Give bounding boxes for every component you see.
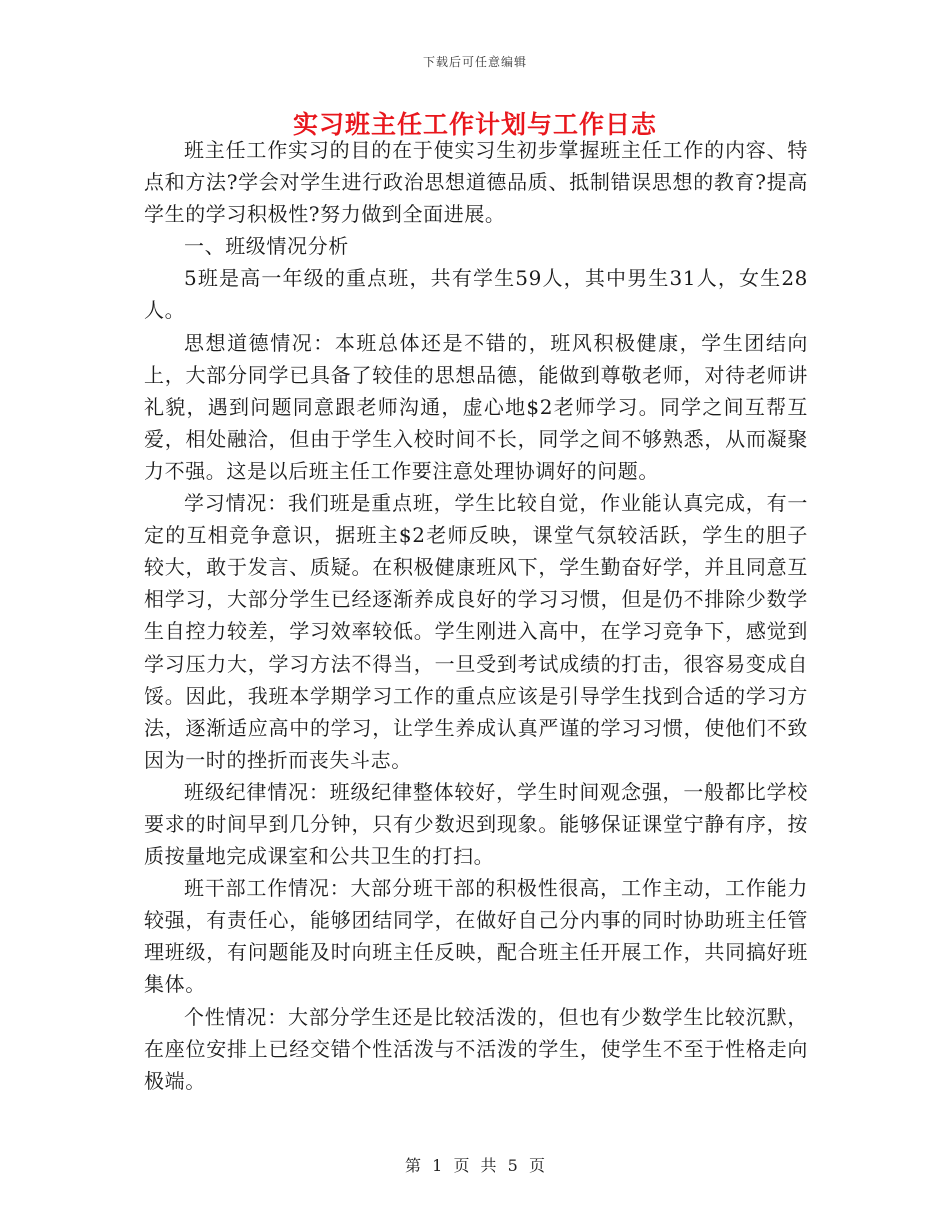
page-footer <box>0 1153 950 1176</box>
footer-total-suffix: 页 <box>528 1156 545 1175</box>
paragraph-personality: 个性情况：大部分学生还是比较活泼的，但也有少数学生比较沉默，在座位安排上已经交错个性活泼与不活泼的学生，使学生不至于性格走向极端。 <box>144 1004 808 1093</box>
section-heading-class-analysis: 一、班级情况分析 <box>184 234 349 259</box>
document-body <box>144 134 808 1097</box>
paragraph-intro: 班主任工作实习的目的在于使实习生初步掌握班主任工作的内容、特点和方法?学会对学生进行政治思想道德品质、抵制错误思想的教育?提高学生的学习积极性?努力做到全面进展。 <box>144 138 808 227</box>
paragraph-moral: 思想道德情况：本班总体还是不错的，班风积极健康，学生团结向上，大部分同学已具备了较佳的思想品德，能做到尊敬老师，对待老师讲礼貌，遇到问题同意跟老师沟通，虚心地$2老师学习。同学之间互帮互爱，相处融洽，但由于学生入校时间不长，同学之间不够熟悉，从而凝聚力不强。这是以后班主任工作要注意处理协调好的问题。 <box>144 330 808 483</box>
paragraph-study: 学习情况：我们班是重点班，学生比较自觉，作业能认真完成，有一定的互相竞争意识，据班主$2老师反映，课堂气氛较活跃，学生的胆子较大，敢于发言、质疑。在积极健康班风下，学生勤奋好学，并且同意互相学习，大部分学生已经逐渐养成良好的学习习惯，但是仍不排除少数学生自控力较差，学习效率较低。学生刚进入高中，在学习竞争下，感觉到学习压力大，学习方法不得当，一旦受到考试成绩的打击，很容易变成自馁。因此，我班本学期学习工作的重点应该是引导学生找到合适的学习方法，逐渐适应高中的学习，让学生养成认真严谨的学习习惯，使他们不致因为一时的挫折而丧失斗志。 <box>144 491 808 772</box>
footer-total-prefix: 共 <box>480 1156 497 1175</box>
footer-total-pages: 5 <box>507 1156 518 1175</box>
header-note: 下载后可任意编辑 <box>422 55 527 69</box>
paragraph-discipline: 班级纪律情况：班级纪律整体较好，学生时间观念强，一般都比学校要求的时间早到几分钟，只有少数迟到现象。能够保证课堂宁静有序，按质按量地完成课室和公共卫生的打扫。 <box>144 779 808 869</box>
footer-page-number: 1 <box>432 1156 443 1175</box>
footer-page-mid: 页 <box>453 1156 470 1175</box>
document-title: 实习班主任工作计划与工作日志 <box>292 110 657 139</box>
paragraph-class-size: 5班是高一年级的重点班，共有学生59人，其中男生31人，女生28人。 <box>144 266 808 323</box>
footer-page-prefix: 第 <box>405 1156 422 1175</box>
paragraph-class-leaders: 班干部工作情况：大部分班干部的积极性很高，工作主动，工作能力较强，有责任心，能够团结同学，在做好自己分内事的同时协助班主任管理班级，有问题能及时向班主任反映，配合班主任开展工作，共同搞好班集体。 <box>144 876 808 997</box>
